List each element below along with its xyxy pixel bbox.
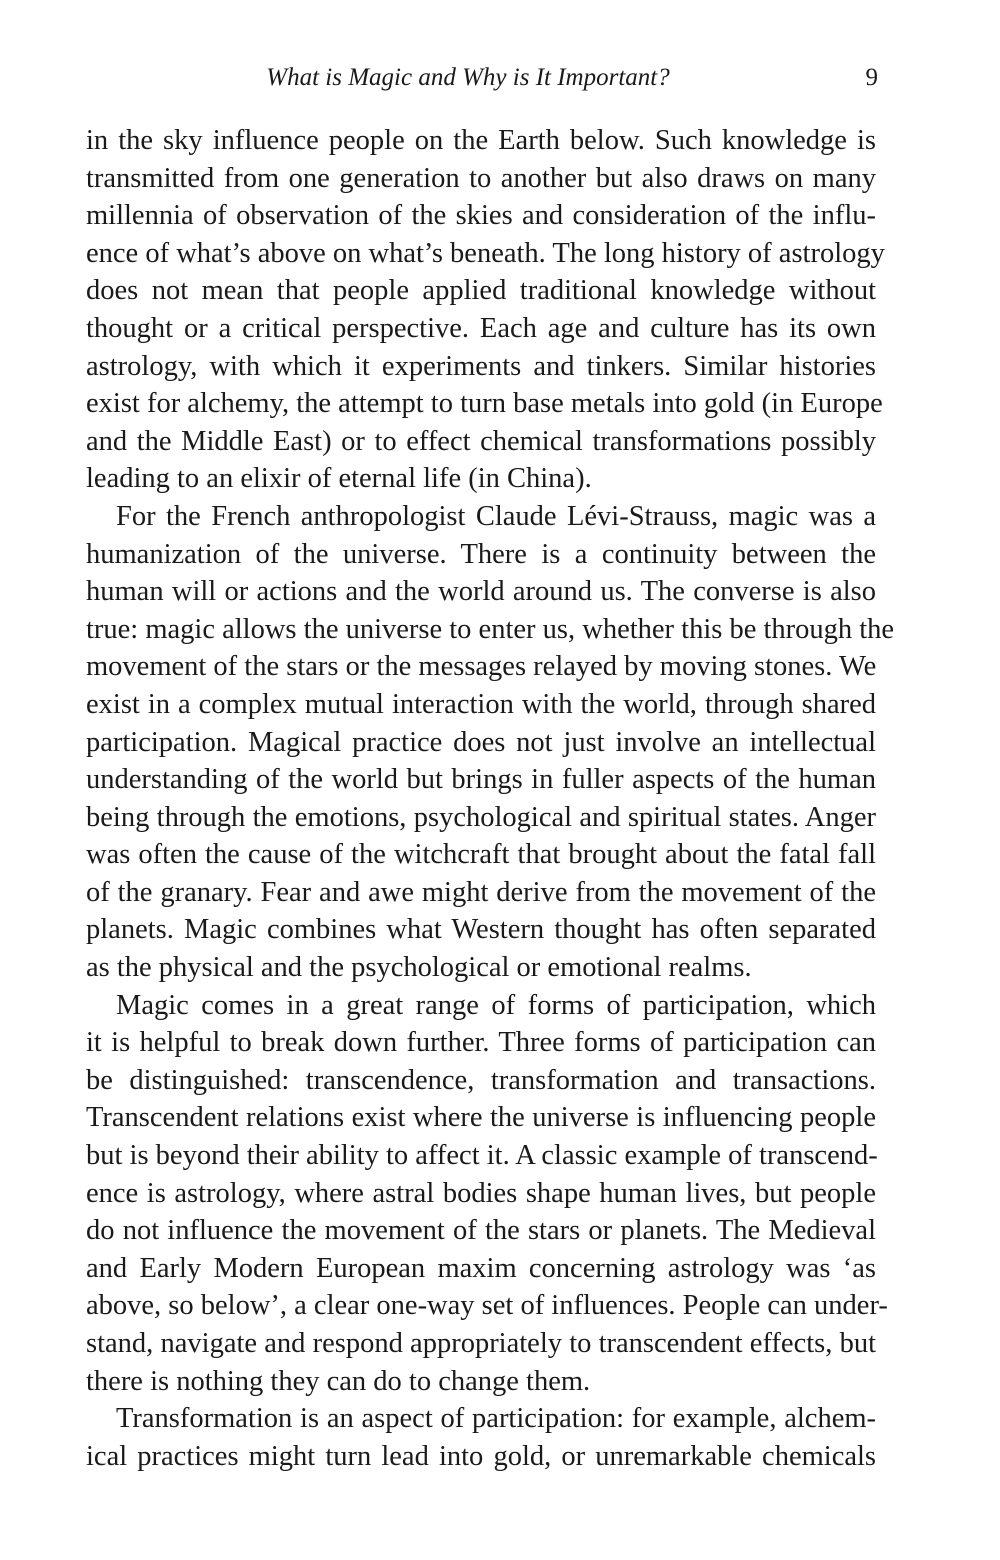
text-line: and Early Modern European maxim concerning astrology was ‘as <box>86 1252 876 1284</box>
text-line: was often the cause of the witchcraft that brought about the fatal fall <box>86 839 876 871</box>
paragraph <box>86 987 888 1401</box>
text-line: be distinguished: transcendence, transformation and transactions. <box>86 1064 876 1096</box>
text-line: ence is astrology, where astral bodies shape human lives, but people <box>86 1177 876 1209</box>
text-line: there is nothing they can do to change them. <box>86 1365 591 1397</box>
text-line: above, so below’, a clear one-way set of influences. People can under- <box>86 1290 888 1322</box>
text-line: astrology, with which it experiments and tinkers. Similar histories <box>86 350 876 382</box>
text-line: millennia of observation of the skies and consideration of the influ- <box>86 200 876 232</box>
text-line: understanding of the world but brings in fuller aspects of the human <box>86 764 876 796</box>
page-number: 9 <box>865 64 878 91</box>
body-text <box>86 122 895 1475</box>
text-line: Magic comes in a great range of forms of participation, which <box>116 989 876 1021</box>
text-line: ence of what’s above on what’s beneath. The long history of astrology <box>86 237 885 269</box>
text-line: do not influence the movement of the stars or planets. The Medieval <box>86 1215 876 1247</box>
text-line: exist for alchemy, the attempt to turn base metals into gold (in Europe <box>86 388 883 420</box>
text-line: but is beyond their ability to affect it. A classic example of transcend- <box>86 1140 878 1172</box>
running-title: What is Magic and Why is It Important? <box>266 64 670 91</box>
text-line: participation. Magical practice does not just involve an intellectual <box>86 726 876 758</box>
text-line: human will or actions and the world around us. The converse is also <box>86 576 876 608</box>
text-line: stand, navigate and respond appropriately to transcendent effects, but <box>86 1328 876 1359</box>
text-line: ical practices might turn lead into gold, or unremarkable chemicals <box>86 1440 876 1472</box>
text-line: of the granary. Fear and awe might derive from the movement of the <box>86 876 876 908</box>
text-line: Transformation is an aspect of participation: for example, alchem- <box>116 1403 876 1435</box>
text-line: does not mean that people applied traditional knowledge without <box>86 275 876 307</box>
text-line: Transcendent relations exist where the universe is influencing people <box>86 1102 876 1134</box>
text-line: movement of the stars or the messages relayed by moving stones. We <box>86 651 877 683</box>
paragraph <box>86 1400 876 1475</box>
text-line: and the Middle East) or to effect chemical transformations possibly <box>86 425 876 457</box>
paragraph <box>86 498 895 987</box>
text-line: For the French anthropologist Claude Lévi-Strauss, magic was a <box>116 500 876 532</box>
text-line: being through the emotions, psychological and spiritual states. Anger <box>86 801 876 833</box>
text-line: as the physical and the psychological or emotional realms. <box>86 952 752 984</box>
text-line: transmitted from one generation to another but also draws on many <box>86 162 876 194</box>
running-head <box>88 58 878 98</box>
text-line: exist in a complex mutual interaction with the world, through shared <box>86 688 876 720</box>
text-line: true: magic allows the universe to enter us, whether this be through the <box>86 613 895 645</box>
text-line: planets. Magic combines what Western thought has often separated <box>86 914 876 946</box>
text-line: humanization of the universe. There is a continuity between the <box>86 538 876 570</box>
text-line: thought or a critical perspective. Each age and culture has its own <box>86 312 876 344</box>
text-line: leading to an elixir of eternal life (in China). <box>86 463 592 495</box>
text-line: in the sky influence people on the Earth below. Such knowledge is <box>86 125 876 156</box>
paragraph <box>86 122 885 498</box>
text-line: it is helpful to break down further. Three forms of participation can <box>86 1027 876 1059</box>
